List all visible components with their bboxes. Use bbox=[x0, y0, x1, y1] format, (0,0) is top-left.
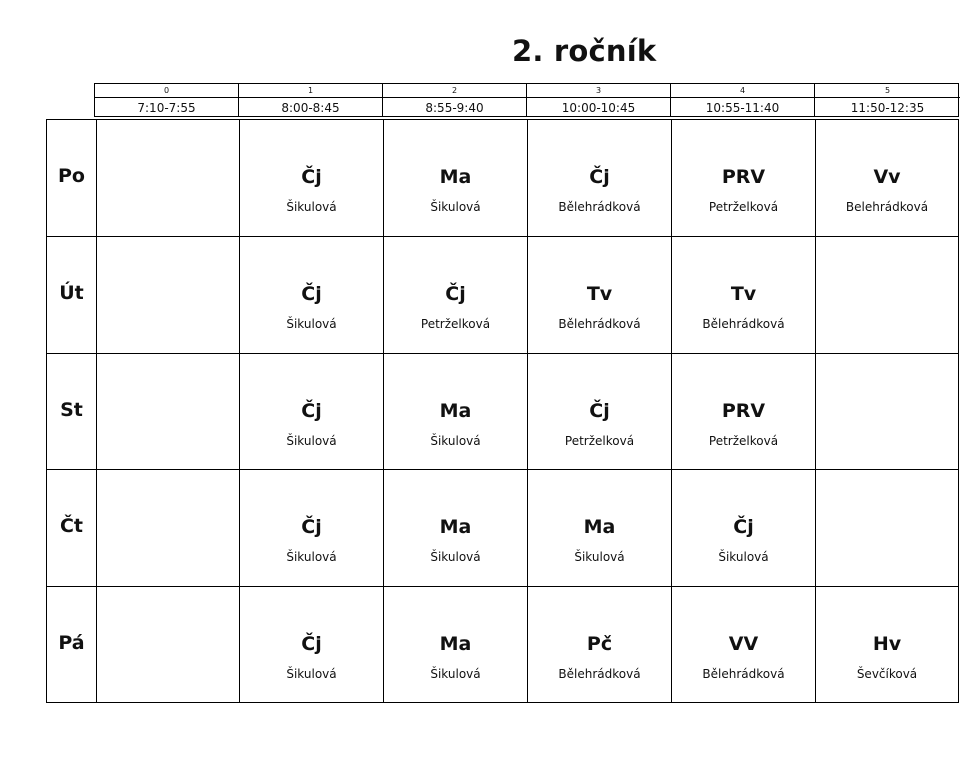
lesson-teacher: Šikulová bbox=[286, 200, 337, 214]
lesson-cell bbox=[672, 281, 815, 331]
lesson-cell bbox=[528, 164, 671, 214]
lesson-subject: Čj bbox=[301, 516, 322, 538]
lesson-teacher: Šikulová bbox=[286, 317, 337, 331]
grid-line bbox=[47, 586, 958, 587]
lesson-cell bbox=[816, 164, 958, 214]
lesson-subject: Čj bbox=[301, 400, 322, 422]
lesson-subject: Tv bbox=[730, 283, 757, 305]
lesson-teacher: Belehrádková bbox=[845, 200, 929, 214]
lesson-subject: Čj bbox=[733, 516, 754, 538]
lesson-cell bbox=[672, 398, 815, 448]
grid-line bbox=[47, 469, 958, 470]
lesson-teacher: Petrželková bbox=[420, 317, 491, 331]
lesson-subject: Vv bbox=[873, 166, 901, 188]
lesson-cell bbox=[528, 514, 671, 564]
period-number: 5 bbox=[815, 84, 960, 98]
timetable-grid bbox=[46, 119, 959, 703]
lesson-subject: Pč bbox=[586, 633, 613, 655]
period-number: 2 bbox=[383, 84, 526, 98]
lesson-subject: VV bbox=[728, 633, 759, 655]
grid-line bbox=[47, 353, 958, 354]
lesson-teacher: Bělehrádková bbox=[558, 667, 641, 681]
period-number: 4 bbox=[671, 84, 814, 98]
lesson-teacher: Ševčíková bbox=[856, 667, 918, 681]
period-number: 3 bbox=[527, 84, 670, 98]
period-time: 10:00-10:45 bbox=[561, 101, 636, 115]
lesson-cell bbox=[240, 631, 383, 681]
lesson-subject: Ma bbox=[439, 516, 472, 538]
lesson-cell bbox=[384, 631, 527, 681]
lesson-subject: Hv bbox=[872, 633, 902, 655]
lesson-cell bbox=[384, 398, 527, 448]
lesson-teacher: Šikulová bbox=[430, 434, 481, 448]
day-label-po: Po bbox=[58, 165, 85, 187]
lesson-subject: Čj bbox=[445, 283, 466, 305]
lesson-subject: Čj bbox=[301, 283, 322, 305]
day-label-pa: Pá bbox=[58, 632, 85, 654]
lesson-cell bbox=[528, 281, 671, 331]
lesson-subject: Čj bbox=[301, 633, 322, 655]
lesson-teacher: Šikulová bbox=[286, 434, 337, 448]
lesson-cell bbox=[240, 164, 383, 214]
lesson-subject: Ma bbox=[439, 166, 472, 188]
period-time: 8:00-8:45 bbox=[281, 101, 340, 115]
period-header-cell bbox=[671, 84, 815, 116]
period-number: 0 bbox=[95, 84, 238, 98]
lesson-cell bbox=[672, 631, 815, 681]
lesson-subject: Ma bbox=[439, 633, 472, 655]
lesson-teacher: Petrželková bbox=[564, 434, 635, 448]
lesson-subject: Ma bbox=[439, 400, 472, 422]
period-time: 10:55-11:40 bbox=[705, 101, 780, 115]
lesson-teacher: Bělehrádková bbox=[702, 667, 785, 681]
lesson-cell bbox=[672, 514, 815, 564]
lesson-cell bbox=[528, 398, 671, 448]
lesson-teacher: Šikulová bbox=[286, 550, 337, 564]
lesson-teacher: Šikulová bbox=[718, 550, 769, 564]
period-header-cell bbox=[383, 84, 527, 116]
day-label-st: St bbox=[60, 399, 83, 421]
lesson-teacher: Šikulová bbox=[574, 550, 625, 564]
lesson-cell bbox=[384, 514, 527, 564]
period-header bbox=[94, 83, 959, 117]
lesson-cell bbox=[528, 631, 671, 681]
lesson-cell bbox=[384, 281, 527, 331]
lesson-teacher: Petrželková bbox=[708, 434, 779, 448]
lesson-subject: PRV bbox=[721, 166, 766, 188]
period-header-cell bbox=[815, 84, 960, 116]
day-label-ut: Út bbox=[59, 282, 84, 304]
period-time: 8:55-9:40 bbox=[425, 101, 484, 115]
grid-line bbox=[47, 236, 958, 237]
lesson-subject: Čj bbox=[589, 166, 610, 188]
period-time: 7:10-7:55 bbox=[137, 101, 196, 115]
lesson-cell bbox=[384, 164, 527, 214]
lesson-teacher: Šikulová bbox=[430, 550, 481, 564]
lesson-subject: Ma bbox=[583, 516, 616, 538]
lesson-teacher: Petrželková bbox=[708, 200, 779, 214]
page-title: 2. ročník bbox=[512, 34, 657, 68]
lesson-teacher: Šikulová bbox=[430, 200, 481, 214]
lesson-subject: Čj bbox=[301, 166, 322, 188]
lesson-cell bbox=[816, 631, 958, 681]
period-time: 11:50-12:35 bbox=[850, 101, 925, 115]
lesson-cell bbox=[672, 164, 815, 214]
period-header-cell bbox=[527, 84, 671, 116]
lesson-cell bbox=[240, 281, 383, 331]
period-header-cell bbox=[239, 84, 383, 116]
lesson-subject: Čj bbox=[589, 400, 610, 422]
lesson-cell bbox=[240, 514, 383, 564]
lesson-teacher: Bělehrádková bbox=[558, 317, 641, 331]
lesson-teacher: Bělehrádková bbox=[558, 200, 641, 214]
lesson-cell bbox=[240, 398, 383, 448]
lesson-subject: PRV bbox=[721, 400, 766, 422]
lesson-teacher: Šikulová bbox=[286, 667, 337, 681]
lesson-subject: Tv bbox=[586, 283, 613, 305]
period-header-cell bbox=[95, 84, 239, 116]
lesson-teacher: Šikulová bbox=[430, 667, 481, 681]
lesson-teacher: Bělehrádková bbox=[702, 317, 785, 331]
period-number: 1 bbox=[239, 84, 382, 98]
day-label-ct: Čt bbox=[59, 515, 84, 537]
grid-line bbox=[96, 120, 97, 702]
